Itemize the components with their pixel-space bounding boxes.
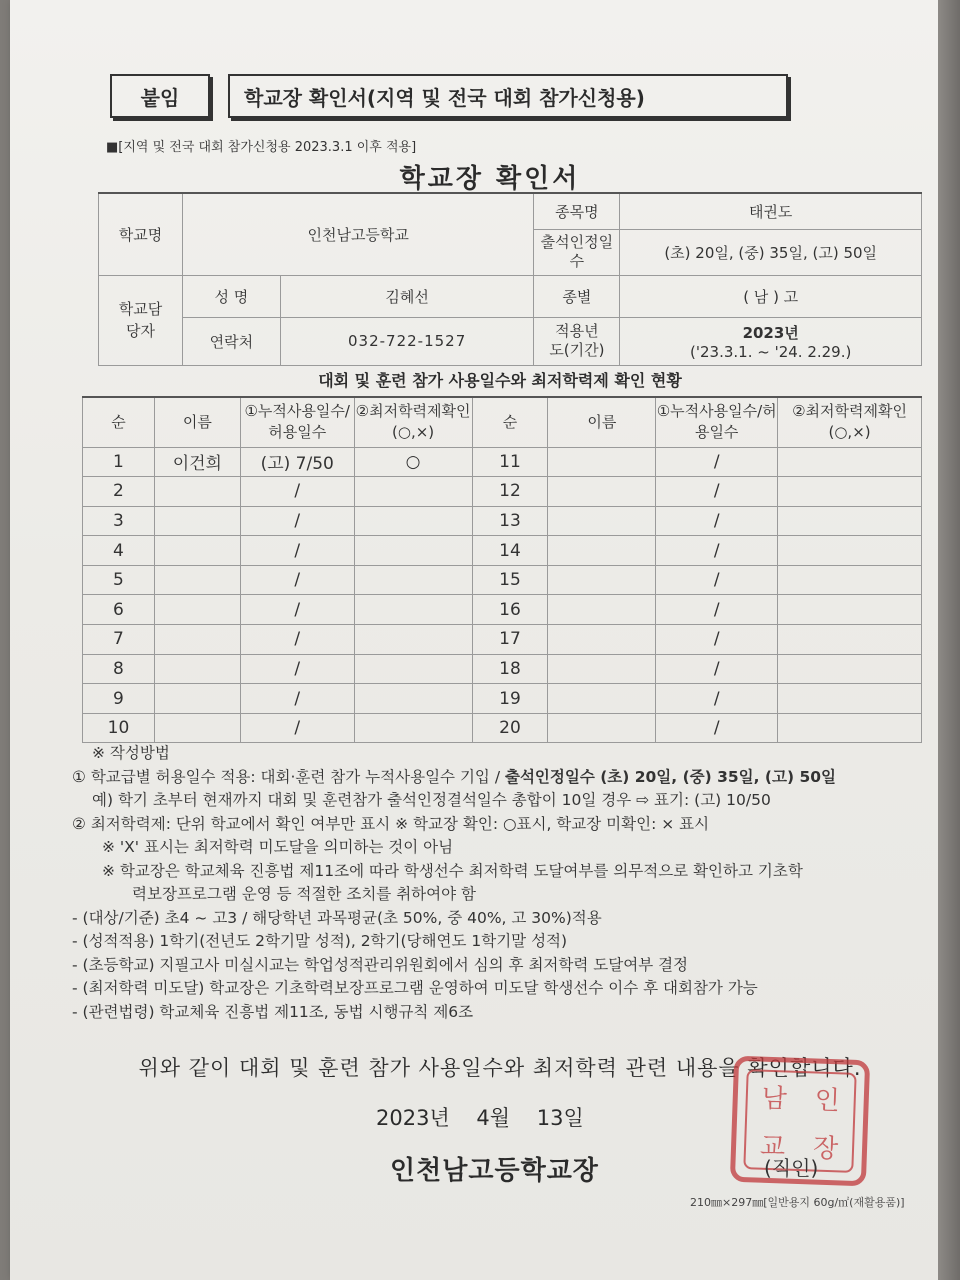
- table-row: [83, 477, 922, 507]
- row-no-left: 2: [83, 477, 155, 507]
- row-no-left: 4: [83, 536, 155, 566]
- row-name-left: [154, 654, 240, 684]
- row-no-left: 3: [83, 506, 155, 536]
- table-row: [83, 447, 922, 477]
- row-check-right: [778, 713, 922, 743]
- row-check-right: [778, 684, 922, 714]
- seal-mark: (직인): [764, 1156, 819, 1180]
- row-check-left: [354, 713, 472, 743]
- row-days-left: /: [240, 625, 354, 655]
- page-title: 학교장 확인서: [399, 164, 581, 194]
- row-no-left: 5: [83, 565, 155, 595]
- header-no-left: 순: [83, 397, 155, 447]
- row-no-left: 9: [83, 684, 155, 714]
- row-no-right: 14: [472, 536, 548, 566]
- table-row: [83, 684, 922, 714]
- header-name-right: 이름: [548, 397, 656, 447]
- row-name-right: [548, 595, 656, 625]
- year-cell: [620, 317, 922, 365]
- row-check-right: [778, 565, 922, 595]
- row-no-right: 16: [472, 595, 548, 625]
- manager-label: 학교담당자: [99, 275, 183, 365]
- detail-target: - (대상/기준) 초4 ~ 고3 / 해당학년 과목평균(초 50%, 중 40%, 고 30%)적용: [72, 908, 602, 927]
- row-days-right: /: [656, 595, 778, 625]
- note-law-cont: 력보장프로그램 운영 등 적절한 조치를 취하여야 함: [132, 885, 476, 903]
- detail-elementary: - (초등학교) 지필고사 미실시교는 학업성적관리위원회에서 심의 후 최저학력 도달여부 결정: [72, 955, 689, 974]
- row-days-left: /: [240, 595, 354, 625]
- row-days-left: /: [240, 684, 354, 714]
- gender-label: 종별: [534, 275, 620, 317]
- row-days-left: (고) 7/50: [240, 447, 354, 477]
- paper-spec: 210㎜×297㎜[일반용지 60g/㎡(재활용품)]: [690, 1196, 905, 1209]
- note-allowance: [72, 766, 952, 790]
- row-check-left: [354, 684, 472, 714]
- row-no-right: 12: [472, 477, 548, 507]
- note-allowance-text: ① 학교급별 허용일수 적용: 대회·훈련 참가 누적사용일수 기입 /: [72, 767, 505, 786]
- header-days-right: ①누적사용일수/허용일수: [656, 397, 778, 447]
- row-days-left: /: [240, 477, 354, 507]
- row-name-left: [154, 625, 240, 655]
- confirmation-statement: 위와 같이 대회 및 훈련 참가 사용일수와 최저학력 관련 내용을 확인합니다.: [138, 1056, 862, 1080]
- table-row: [83, 625, 922, 655]
- table-row: [83, 654, 922, 684]
- issue-date: 2023년 4월 13일: [376, 1106, 584, 1130]
- document-paper: [10, 0, 938, 1280]
- row-name-right: [548, 713, 656, 743]
- table-row: [83, 565, 922, 595]
- header-check-right: ②최저학력제확인(○,×): [778, 397, 922, 447]
- table-row: [83, 713, 922, 743]
- row-check-left: ○: [354, 447, 472, 477]
- row-no-right: 20: [472, 713, 548, 743]
- row-days-left: /: [240, 506, 354, 536]
- note-allowance-emphasis: 출석인정일수 (초) 20일, (중) 35일, (고) 50일: [504, 767, 837, 786]
- row-days-left: /: [240, 654, 354, 684]
- note-example: 예) 학기 초부터 현재까지 대회 및 훈련참가 출석인정결석일수 총합이 10일 경우 ⇨ 표기: (고) 10/50: [92, 791, 771, 809]
- row-name-right: [548, 477, 656, 507]
- row-check-right: [778, 536, 922, 566]
- applicability-note: ■[지역 및 전국 대회 참가신청용 2023.3.1 이후 적용]: [106, 140, 417, 155]
- instructions: [72, 742, 952, 1024]
- row-check-left: [354, 536, 472, 566]
- document-heading: 학교장 확인서(지역 및 전국 대회 참가신청용): [244, 85, 645, 110]
- row-check-left: [354, 477, 472, 507]
- row-days-right: /: [656, 684, 778, 714]
- row-no-left: 7: [83, 625, 155, 655]
- row-days-right: /: [656, 506, 778, 536]
- event-label: 종목명: [534, 193, 620, 229]
- row-check-right: [778, 654, 922, 684]
- row-name-left: [154, 713, 240, 743]
- row-check-right: [778, 506, 922, 536]
- row-name-right: [548, 625, 656, 655]
- row-no-right: 17: [472, 625, 548, 655]
- row-name-right: [548, 506, 656, 536]
- row-no-left: 10: [83, 713, 155, 743]
- seal-glyphs: 남 인 교 장: [743, 1069, 856, 1173]
- row-days-right: /: [656, 536, 778, 566]
- row-check-left: [354, 595, 472, 625]
- row-check-left: [354, 506, 472, 536]
- info-table: [98, 192, 922, 366]
- attendance-label: 출석인정일수: [534, 229, 620, 275]
- row-name-left: [154, 595, 240, 625]
- contact-value: 032-722-1527: [280, 317, 534, 365]
- row-name-right: [548, 536, 656, 566]
- row-check-left: [354, 565, 472, 595]
- detail-not-met: - (최저학력 미도달) 학교장은 기초학력보장프로그램 운영하여 미도달 학생선수 이수 후 대회참가 가능: [72, 979, 758, 997]
- header-check-left: ②최저학력제확인(○,×): [354, 397, 472, 447]
- row-days-right: /: [656, 565, 778, 595]
- row-check-right: [778, 477, 922, 507]
- document-heading-box: [228, 74, 788, 118]
- row-days-left: /: [240, 713, 354, 743]
- instructions-heading: ※ 작성방법: [92, 744, 170, 762]
- name-value: 김혜선: [280, 275, 534, 317]
- school-label: 학교명: [99, 193, 183, 275]
- row-days-right: /: [656, 447, 778, 477]
- name-label: 성 명: [182, 275, 280, 317]
- table-row: [83, 595, 922, 625]
- background-edge: [938, 0, 960, 1280]
- principal-name: 인천남고등학교장: [390, 1156, 599, 1186]
- detail-law: - (관련법령) 학교체육 진흥법 제11조, 동법 시행규칙 제6조: [72, 1002, 474, 1021]
- row-name-left: [154, 684, 240, 714]
- row-no-right: 15: [472, 565, 548, 595]
- participant-table: [82, 396, 922, 743]
- row-name-left: [154, 506, 240, 536]
- row-no-left: 6: [83, 595, 155, 625]
- row-days-left: /: [240, 536, 354, 566]
- row-days-right: /: [656, 654, 778, 684]
- school-value: 인천남고등학교: [182, 193, 534, 275]
- header-name-left: 이름: [154, 397, 240, 447]
- attachment-tab: [110, 74, 210, 118]
- detail-grades: - (성적적용) 1학기(전년도 2학기말 성적), 2학기(당해연도 1학기말 성적): [72, 932, 568, 950]
- row-name-right: [548, 654, 656, 684]
- note-min-academic: ② 최저학력제: 단위 학교에서 확인 여부만 표시 ※ 학교장 확인: ○표시, 학교장 미확인: × 표시: [72, 814, 710, 833]
- contact-label: 연락처: [182, 317, 280, 365]
- year-period: ('23.3.1. ~ '24. 2.29.): [690, 342, 852, 361]
- table-row: [83, 506, 922, 536]
- gender-value: ( 남 ) 고: [620, 275, 922, 317]
- row-check-left: [354, 654, 472, 684]
- row-name-right: [548, 565, 656, 595]
- attachment-label: 붙임: [140, 85, 180, 110]
- row-name-left: [154, 565, 240, 595]
- row-name-left: [154, 536, 240, 566]
- attendance-value: (초) 20일, (중) 35일, (고) 50일: [620, 229, 922, 275]
- row-no-left: 1: [83, 447, 155, 477]
- row-check-left: [354, 625, 472, 655]
- header-no-right: 순: [472, 397, 548, 447]
- row-no-left: 8: [83, 654, 155, 684]
- table-header-row: [83, 397, 922, 447]
- row-no-right: 18: [472, 654, 548, 684]
- row-name-right: [548, 684, 656, 714]
- header-days-left: ①누적사용일수/허용일수: [240, 397, 354, 447]
- row-check-right: [778, 595, 922, 625]
- row-days-left: /: [240, 565, 354, 595]
- row-days-right: /: [656, 477, 778, 507]
- row-check-right: [778, 447, 922, 477]
- row-no-right: 13: [472, 506, 548, 536]
- year-label: 적용년도(기간): [534, 317, 620, 365]
- row-name-right: [548, 447, 656, 477]
- year-value: 2023년: [742, 323, 799, 342]
- event-value: 태권도: [620, 193, 922, 229]
- row-check-right: [778, 625, 922, 655]
- note-x-meaning: ※ 'X' 표시는 최저학력 미도달을 의미하는 것이 아님: [102, 838, 454, 856]
- row-name-left: [154, 477, 240, 507]
- row-days-right: /: [656, 625, 778, 655]
- section-title: 대회 및 훈련 참가 사용일수와 최저학력제 확인 현황: [318, 371, 682, 390]
- row-no-right: 19: [472, 684, 548, 714]
- table-row: [83, 536, 922, 566]
- row-name-left: 이건희: [154, 447, 240, 477]
- row-no-right: 11: [472, 447, 548, 477]
- note-law: ※ 학교장은 학교체육 진흥법 제11조에 따라 학생선수 최저학력 도달여부를 의무적으로 확인하고 기초학: [102, 861, 803, 880]
- row-days-right: /: [656, 713, 778, 743]
